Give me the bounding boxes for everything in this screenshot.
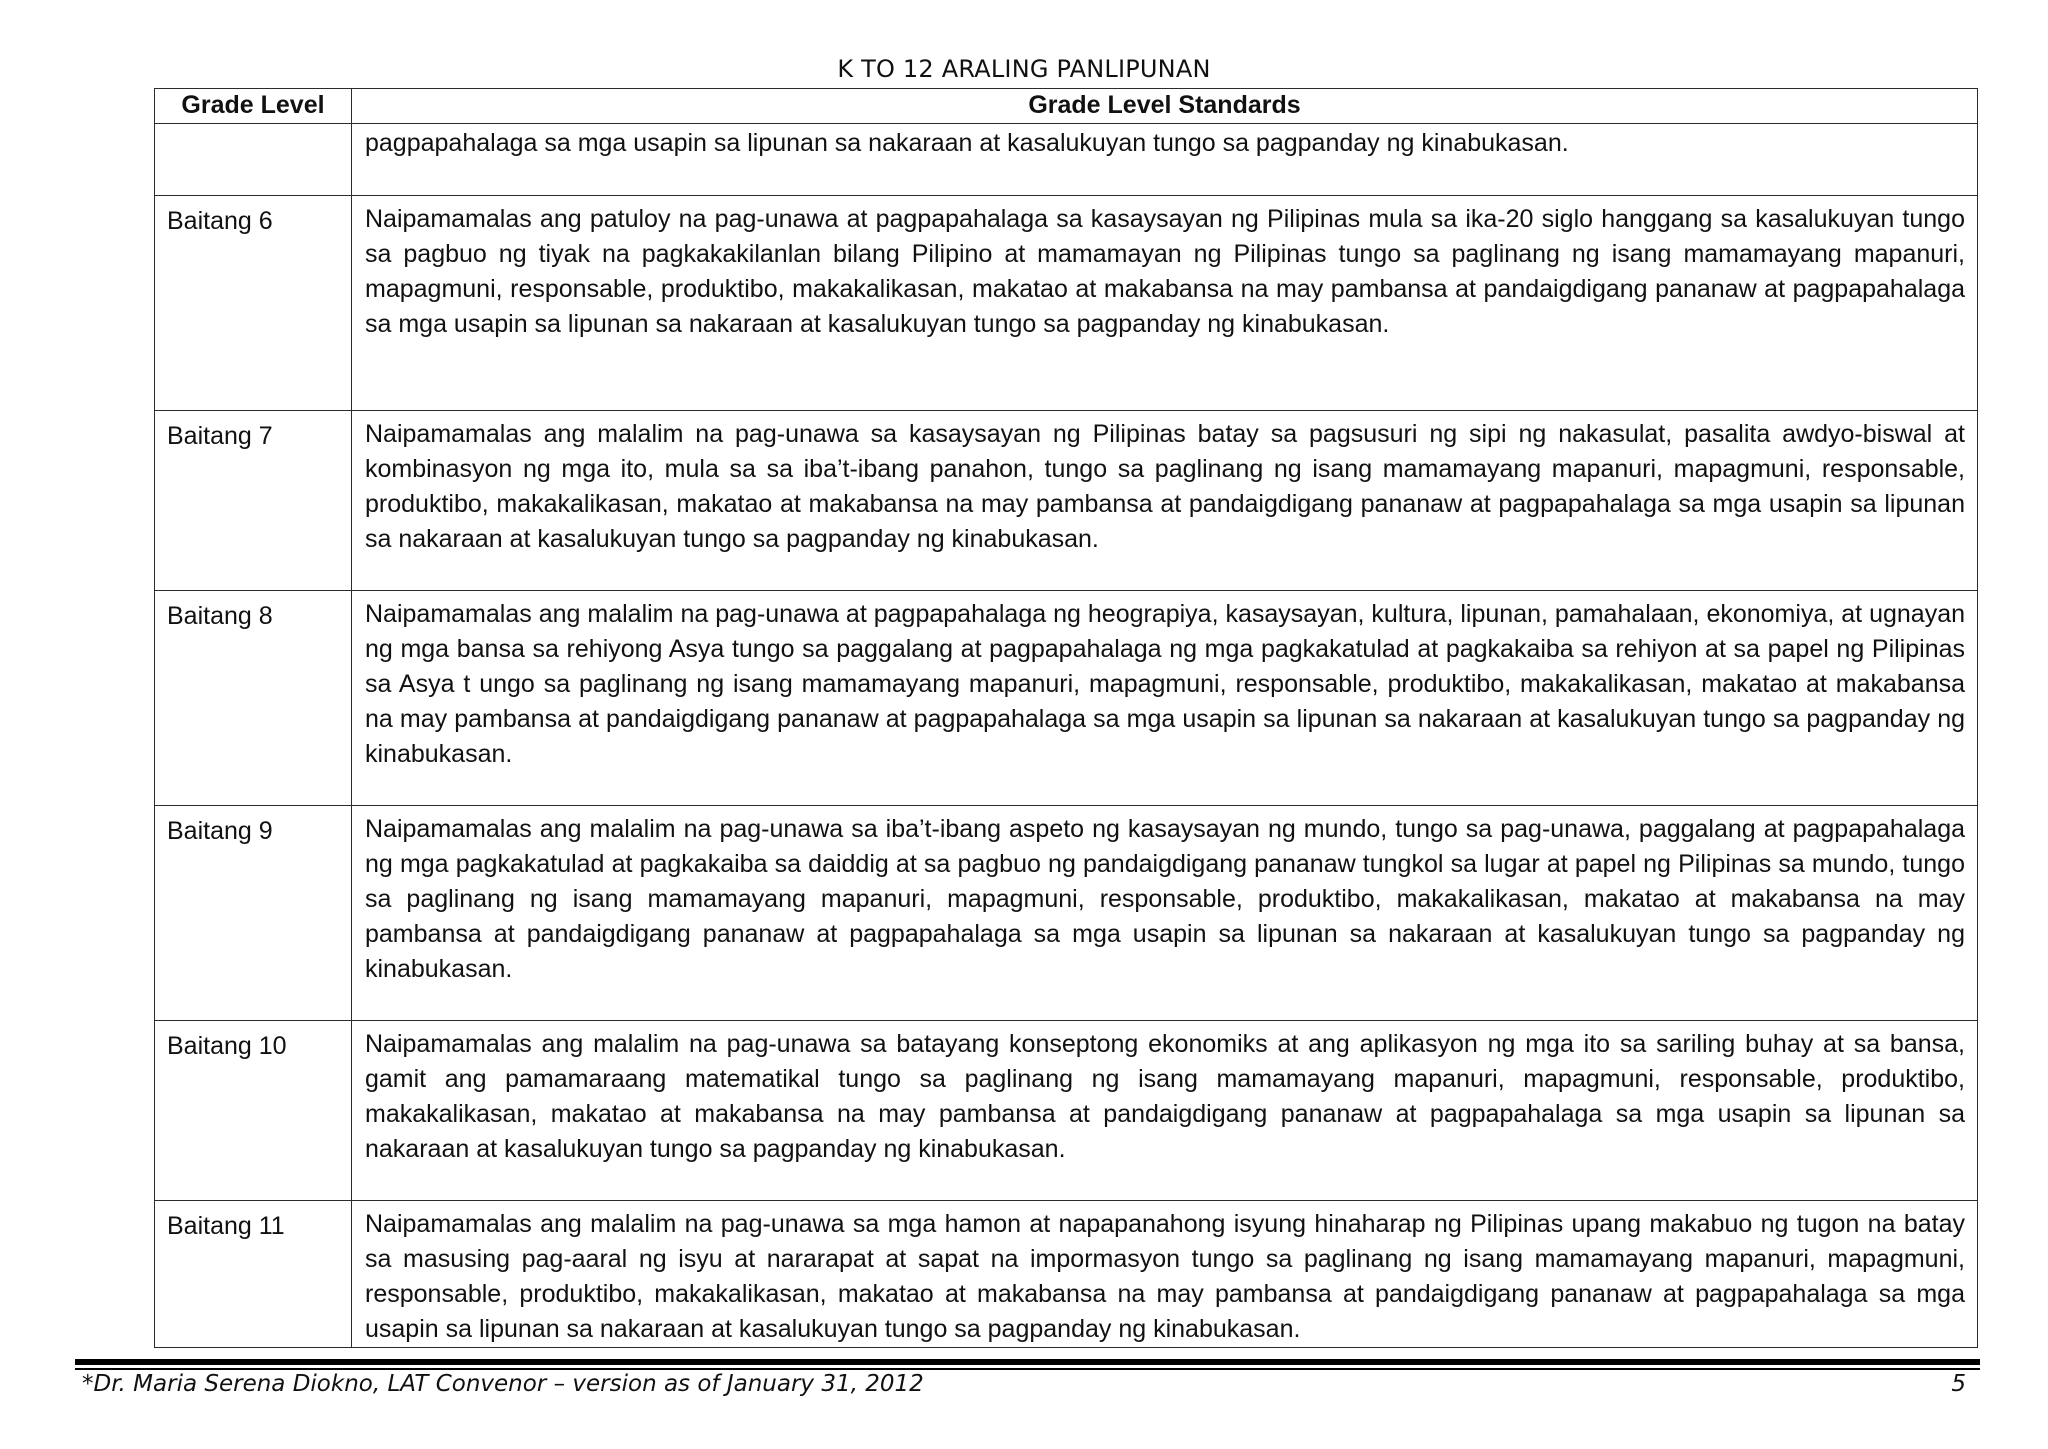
grade-level-standards-table (154, 88, 1978, 1348)
grade-cell: Baitang 7 (155, 411, 352, 591)
page-number: 5 (1951, 1371, 1966, 1397)
table-row (155, 411, 1978, 591)
standard-cell: Naipamamalas ang malalim na pag-unawa sa mga hamon at napapanahong isyung hinaharap ng Pilipinas upang makabuo ng tugon na batay sa masusing pag-aaral ng isyu at nararapat at sapat na impormasyon tungo sa paglinang ng isang mamamayang mapanuri, mapagmuni, responsable, produktibo, makakalikasan, makatao at makabansa na may pambansa at pandaigdigang pananaw at pagpapahalaga sa mga usapin sa lipunan sa nakaraan at kasalukuyan tungo sa pagpanday ng kinabukasan. (352, 1201, 1978, 1348)
grade-cell: Baitang 8 (155, 591, 352, 806)
column-header-grade-level: Grade Level (155, 89, 352, 124)
grade-cell: Baitang 10 (155, 1021, 352, 1201)
table-row (155, 124, 1978, 196)
standard-cell: Naipamamalas ang malalim na pag-unawa sa iba’t-ibang aspeto ng kasaysayan ng mundo, tungo sa pag-unawa, paggalang at pagpapahalaga ng mga pagkakatulad at pagkakaiba sa daiddig at sa pagbuo ng pandaigdigang pananaw tungkol sa lugar at papel ng Pilipinas sa mundo, tungo sa paglinang ng isang mamamayang mapanuri, mapagmuni, responsable, produktibo, makakalikasan, makatao at makabansa na may pambansa at pandaigdigang pananaw at pagpapahalaga sa mga usapin sa lipunan sa nakaraan at kasalukuyan tungo sa pagpanday ng kinabukasan. (352, 806, 1978, 1021)
standard-cell: pagpapahalaga sa mga usapin sa lipunan sa nakaraan at kasalukuyan tungo sa pagpanday ng kinabukasan. (352, 124, 1978, 196)
footer-note: *Dr. Maria Serena Diokno, LAT Convenor – version as of January 31, 2012 (82, 1371, 924, 1397)
standard-cell: Naipamamalas ang patuloy na pag-unawa at pagpapahalaga sa kasaysayan ng Pilipinas mula sa ika-20 siglo hanggang sa kasalukuyan tungo sa pagbuo ng tiyak na pagkakakilanlan bilang Pilipino at mamamayan ng Pilipinas tungo sa paglinang ng isang mamamayang mapanuri, mapagmuni, responsable, produktibo, makakalikasan, makatao at makabansa na may pambansa at pandaigdigang pananaw at pagpapahalaga sa mga usapin sa lipunan sa nakaraan at kasalukuyan tungo sa pagpanday ng kinabukasan. (352, 196, 1978, 411)
grade-cell: Baitang 9 (155, 806, 352, 1021)
table-header-row (155, 89, 1978, 124)
grade-cell: Baitang 6 (155, 196, 352, 411)
standard-cell: Naipamamalas ang malalim na pag-unawa sa batayang konseptong ekonomiks at ang aplikasyon ng mga ito sa sariling buhay at sa bansa, gamit ang pamamaraang matematikal tungo sa paglinang ng isang mamamayang mapanuri, mapagmuni, responsable, produktibo, makakalikasan, makatao at makabansa na may pambansa at pandaigdigang pananaw at pagpapahalaga sa mga usapin sa lipunan sa nakaraan at kasalukuyan tungo sa pagpanday ng kinabukasan. (352, 1021, 1978, 1201)
standard-cell: Naipamamalas ang malalim na pag-unawa at pagpapahalaga ng heograpiya, kasaysayan, kultura, lipunan, pamahalaan, ekonomiya, at ugnayan ng mga bansa sa rehiyong Asya tungo sa paggalang at pagpapahalaga ng mga pagkakatulad at pagkakaiba sa rehiyon at sa papel ng Pilipinas sa Asya t ungo sa paglinang ng isang mamamayang mapanuri, mapagmuni, responsable, produktibo, makakalikasan, makatao at makabansa na may pambansa at pandaigdigang pananaw at pagpapahalaga sa mga usapin sa lipunan sa nakaraan at kasalukuyan tungo sa pagpanday ng kinabukasan. (352, 591, 1978, 806)
footer-divider-thick (75, 1359, 1980, 1365)
table-row (155, 196, 1978, 411)
grade-cell (155, 124, 352, 196)
grade-cell: Baitang 11 (155, 1201, 352, 1348)
document-title: K TO 12 ARALING PANLIPUNAN (837, 55, 1211, 83)
standard-cell: Naipamamalas ang malalim na pag-unawa sa kasaysayan ng Pilipinas batay sa pagsusuri ng sipi ng nakasulat, pasalita awdyo-biswal at kombinasyon ng mga ito, mula sa sa iba’t-ibang panahon, tungo sa paglinang ng isang mamamayang mapanuri, mapagmuni, responsable, produktibo, makakalikasan, makatao at makabansa na may pambansa at pandaigdigang pananaw at pagpapahalaga sa mga usapin sa lipunan sa nakaraan at kasalukuyan tungo sa pagpanday ng kinabukasan. (352, 411, 1978, 591)
table-row (155, 806, 1978, 1021)
table-row (155, 1201, 1978, 1348)
table-row (155, 591, 1978, 806)
table-row (155, 1021, 1978, 1201)
column-header-grade-level-standards: Grade Level Standards (352, 89, 1978, 124)
